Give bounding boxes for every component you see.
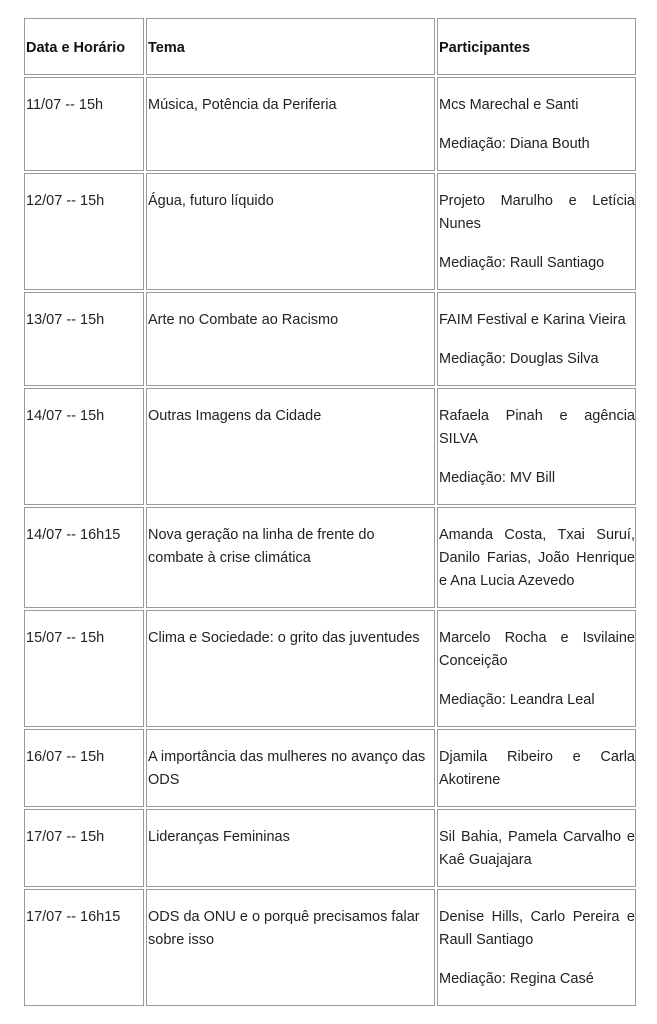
paragraph-gap: [439, 952, 635, 968]
participants-cell: [437, 292, 636, 386]
paragraph-gap: [439, 117, 635, 133]
mediation-text: Mediação: Regina Casé: [439, 971, 594, 987]
date-cell: 15/07 -- 15h: [24, 610, 144, 727]
participants-cell: [437, 729, 636, 807]
theme-cell: Água, futuro líquido: [146, 173, 435, 290]
participants-text: Marcelo Rocha e Isvilaine Conceição: [439, 630, 635, 669]
theme-cell: A importância das mulheres no avanço das ODS: [146, 729, 435, 807]
schedule-table: [22, 16, 638, 1008]
mediation-text: Mediação: Diana Bouth: [439, 136, 590, 152]
table-row: [24, 292, 636, 386]
mediation-text: Mediação: Douglas Silva: [439, 351, 599, 367]
paragraph-gap: [439, 236, 635, 252]
theme-cell: ODS da ONU e o porquê precisamos falar sobre isso: [146, 889, 435, 1006]
date-cell: 17/07 -- 16h15: [24, 889, 144, 1006]
date-cell: 16/07 -- 15h: [24, 729, 144, 807]
paragraph-gap: [439, 451, 635, 467]
table-row: [24, 388, 636, 505]
theme-cell: Clima e Sociedade: o grito das juventudes: [146, 610, 435, 727]
mediation-text: Mediação: Leandra Leal: [439, 692, 595, 708]
participants-text: Sil Bahia, Pamela Carvalho e Kaê Guajajara: [439, 829, 635, 868]
date-cell: 14/07 -- 15h: [24, 388, 144, 505]
participants-text: Projeto Marulho e Letícia Nunes: [439, 193, 635, 232]
participants-cell: [437, 610, 636, 727]
participants-cell: [437, 173, 636, 290]
participants-text: Djamila Ribeiro e Carla Akotirene: [439, 749, 635, 788]
theme-cell: Outras Imagens da Cidade: [146, 388, 435, 505]
table-row: [24, 77, 636, 171]
table-row: [24, 610, 636, 727]
participants-cell: [437, 507, 636, 608]
participants-text: Rafaela Pinah e agência SILVA: [439, 408, 635, 447]
table-row: [24, 889, 636, 1006]
participants-cell: [437, 889, 636, 1006]
paragraph-gap: [439, 673, 635, 689]
date-cell: 17/07 -- 15h: [24, 809, 144, 887]
date-cell: 11/07 -- 15h: [24, 77, 144, 171]
participants-cell: [437, 809, 636, 887]
participants-cell: [437, 388, 636, 505]
theme-cell: Lideranças Femininas: [146, 809, 435, 887]
participants-text: Amanda Costa, Txai Suruí, Danilo Farias, João Henrique e Ana Lucia Azevedo: [439, 527, 635, 589]
paragraph-gap: [439, 332, 635, 348]
theme-cell: Arte no Combate ao Racismo: [146, 292, 435, 386]
mediation-text: Mediação: MV Bill: [439, 470, 556, 486]
theme-cell: Nova geração na linha de frente do combate à crise climática: [146, 507, 435, 608]
theme-cell: Música, Potência da Periferia: [146, 77, 435, 171]
participants-text: Mcs Marechal e Santi: [439, 97, 579, 113]
table-row: [24, 173, 636, 290]
participants-text: FAIM Festival e Karina Vieira: [439, 312, 626, 328]
mediation-text: Mediação: Raull Santiago: [439, 255, 605, 271]
participants-cell: [437, 77, 636, 171]
header-row: [24, 18, 636, 75]
table-row: [24, 729, 636, 807]
table-row: [24, 809, 636, 887]
date-cell: 13/07 -- 15h: [24, 292, 144, 386]
participants-text: Denise Hills, Carlo Pereira e Raull Santiago: [439, 909, 635, 948]
header-theme: Tema: [146, 18, 435, 75]
date-cell: 14/07 -- 16h15: [24, 507, 144, 608]
header-date: Data e Horário: [24, 18, 144, 75]
table-row: [24, 507, 636, 608]
header-participants: Participantes: [437, 18, 636, 75]
date-cell: 12/07 -- 15h: [24, 173, 144, 290]
